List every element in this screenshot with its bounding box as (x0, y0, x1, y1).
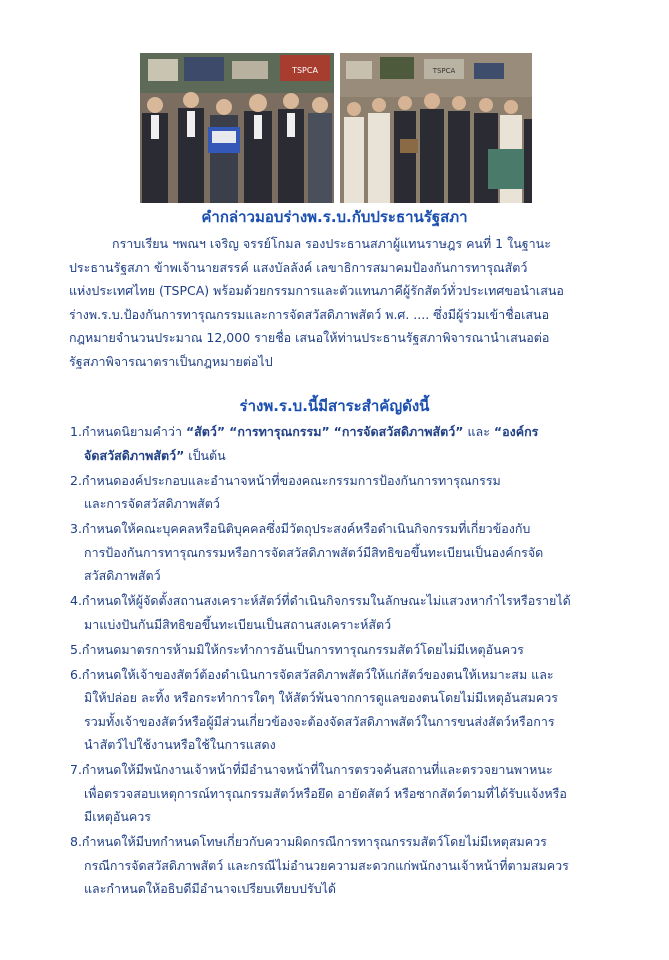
intro-line: รัฐสภาพิจารณาตราเป็นกฎหมายต่อไป (69, 353, 273, 369)
banner-text: TSPCA (292, 66, 318, 75)
photo-handover-illustration (140, 53, 334, 203)
list-item-line: และการจัดสวัสดิภาพสัตว์ (84, 496, 220, 511)
photo-group-gathering (340, 53, 532, 203)
banner-text: TSPCA (432, 67, 456, 75)
list-item (70, 638, 630, 662)
list-item-line: 3.กำหนดให้คณะบุคคลหรือนิติบุคคลซึ่งมีวัตถุประสงค์หรือดำเนินกิจกรรมที่เกี่ยวข้องกับ (70, 521, 531, 536)
provisions-list (70, 420, 630, 902)
list-item (70, 830, 630, 901)
list-item (70, 589, 630, 636)
list-item-line: นำสัตว์ไปใช้งานหรือใช้ในการแสดง (84, 737, 276, 752)
list-item-line: 7.กำหนดให้มีพนักงานเจ้าหน้าที่มีอำนาจหน้าที่ในการตรวจค้นสถานที่และตรวจยานพาหนะ (70, 762, 553, 777)
term-welfare-org: “องค์กร (493, 424, 539, 439)
term-welfare: “การจัดสวัสดิภาพสัตว์” (333, 424, 464, 439)
intro-line: ประธานรัฐสภา ข้าพเจ้านายสรรค์ แสงบัลลังค์ เลขาธิการสมาคมป้องกันการทารุณสัตว์ (69, 259, 528, 275)
list-item (70, 469, 630, 516)
list-item-line: เพื่อตรวจสอบเหตุการณ์ทารุณกรรมสัตว์หรือยึด อายัดสัตว์ หรือซากสัตว์ตามที่ได้รับแจ้งหรือ (84, 785, 567, 801)
list-item-line: มิให้ปล่อย ละทิ้ง หรือกระทำการใดๆ ให้สัตว์พ้นจากการดูแลของตนโดยไม่มีเหตุอันสมควร (84, 690, 558, 705)
list-item-line: สวัสดิภาพสัตว์ (84, 568, 161, 583)
list-item (70, 663, 630, 757)
list-item-line: 4.กำหนดให้ผู้จัดตั้งสถานสงเคราะห์สัตว์ที่ดำเนินกิจกรรมในลักษณะไม่แสวงหากำไรหรือรายได้ (70, 593, 571, 608)
intro-line: แห่งประเทศไทย (TSPCA) พร้อมด้วยกรรมการและตัวแทนภาคีผู้รักสัตว์ทั่วประเทศขอนำเสนอ (69, 283, 564, 298)
intro-line: กฎหมายจำนวนประมาณ 12,000 รายชื่อ เสนอให้ท่านประธานรัฐสภาพิจารณานำเสนอต่อ (69, 330, 550, 345)
photo-strip (140, 53, 532, 203)
item1-prefix: 1.กำหนดนิยามคำว่า (70, 424, 186, 439)
photo-group-illustration (340, 53, 532, 203)
item1-suffix: เป็นต้น (184, 447, 226, 463)
list-item-line: 5.กำหนดมาตรการห้ามมิให้กระทำการอันเป็นการทารุณกรรมสัตว์โดยไม่มีเหตุอันควร (70, 641, 524, 657)
list-item-line (70, 444, 630, 468)
term-animal: “สัตว์” (185, 424, 226, 439)
list-item-line: มาแบ่งปันกันมีสิทธิขอขึ้นทะเบียนเป็นสถานสงเคราะห์สัตว์ (84, 616, 392, 632)
photo-handover-ceremony (140, 53, 334, 203)
intro-paragraph (69, 232, 605, 373)
page-title: คำกล่าวมอบร่างพ.ร.บ.กับประธานรัฐสภา (201, 208, 468, 226)
list-item-line: 8.กำหนดให้มีบทกำหนดโทษเกี่ยวกับความผิดกรณีการทารุณกรรมสัตว์โดยไม่มีเหตุสมควร (70, 834, 547, 849)
list-item (70, 517, 630, 588)
list-item-line: กรณีการจัดสวัสดิภาพสัตว์ และกรณีไม่อำนวยความสะดวกแก่พนักงานเจ้าหน้าที่ตามสมควร (84, 857, 569, 873)
list-item-line: รวมทั้งเจ้าของสัตว์หรือผู้มีส่วนเกี่ยวข้องจะต้องจัดสวัสดิภาพสัตว์ในการขนส่งสัตว์หรือการ (84, 713, 555, 729)
item1-and: และ (463, 424, 494, 439)
list-item-line: 2.กำหนดองค์ประกอบและอำนาจหน้าที่ของคณะกรรมการป้องกันการทารุณกรรม (70, 472, 501, 488)
list-item (70, 758, 630, 829)
term-welfare-org-cont: จัดสวัสดิภาพสัตว์” (84, 447, 185, 463)
intro-line: กราบเรียน ฯพณฯ เจริญ จรรย์โกมล รองประธานสภาผู้แทนราษฎร คนที่ 1 ในฐานะ (112, 236, 551, 251)
list-item-line: 6.กำหนดให้เจ้าของสัตว์ต้องดำเนินการจัดสวัสดิภาพสัตว์ให้แก่สัตว์ของตนให้เหมาะสม และ (70, 666, 554, 682)
intro-line: ร่างพ.ร.บ.ป้องกันการทารุณกรรมและการจัดสวัสดิภาพสัตว์ พ.ศ. .... ซึ่งมีผู้ร่วมเข้าชื่อเสนอ (69, 306, 550, 322)
list-item-line: มีเหตุอันควร (84, 809, 152, 824)
term-cruelty: “การทารุณกรรม” (229, 424, 330, 439)
list-item-line: และกำหนดให้อธิบดีมีอำนาจเปรียบเทียบปรับได้ (84, 881, 337, 896)
list-item-line: การป้องกันการทารุณกรรมหรือการจัดสวัสดิภาพสัตว์มีสิทธิขอขึ้นทะเบียนเป็นองค์กรจัด (84, 544, 544, 560)
list-item (70, 420, 630, 467)
list-item-line (70, 420, 630, 444)
section-heading: ร่างพ.ร.บ.นี้มีสาระสำคัญดังนี้ (239, 397, 430, 415)
